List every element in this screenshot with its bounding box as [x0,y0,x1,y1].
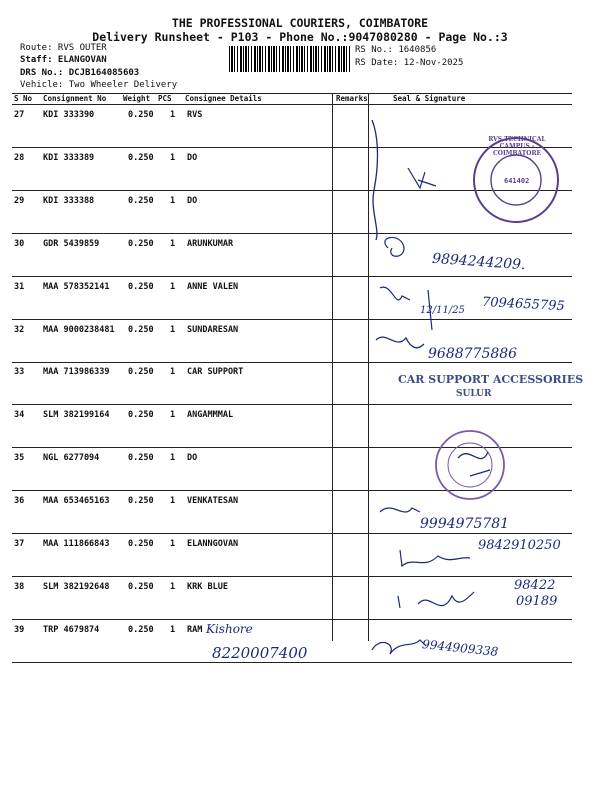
row-weight: 0.250 [128,496,154,506]
signature-row30 [385,237,404,256]
runsheet-subtitle: Delivery Runsheet - P103 - Phone No.:9047080280 - Page No.:3 [92,30,508,44]
col-remarks: Remarks [336,94,368,103]
handwritten-phone-row30: 9894244209. [431,250,526,274]
signature-row32 [376,337,424,348]
car-support-stamp-line2: SULUR [456,389,492,399]
row-sno: 36 [14,496,25,506]
row-weight: 0.250 [128,153,154,163]
rs-date: RS Date: 12-Nov-2025 [355,58,464,68]
round-seal-stamp-inner [448,443,492,487]
row-sno: 37 [14,539,25,549]
vehicle-label: Vehicle: Two Wheeler Delivery [20,80,178,90]
row-weight: 0.250 [128,625,154,635]
row-pcs: 1 [170,325,176,335]
row-consignment-no: GDR 5439859 [43,239,100,249]
row-sno: 34 [14,410,25,420]
row-weight: 0.250 [128,282,154,292]
col-consignment: Consignment No [43,94,107,103]
handwritten-phone-row36: 9994975781 [420,516,510,532]
row-consignee: CAR SUPPORT [187,367,244,377]
row-consignment-no: MAA 653465163 [43,496,110,506]
row-weight: 0.250 [128,196,154,206]
row-pcs: 1 [170,239,176,249]
row-consignment-no: KDI 333388 [43,196,95,206]
handwritten-phone-row39-signature: 9944909338 [421,637,499,659]
handwritten-phone-row39: 8220007400 [212,644,308,662]
row-consignee: DO [187,453,198,463]
row-consignee: SUNDARESAN [187,325,239,335]
row-sno: 28 [14,153,25,163]
row-weight: 0.250 [128,239,154,249]
handwritten-phone-row31: 7094655795 [481,294,566,315]
row-consignee: VENKATESAN [187,496,239,506]
signature-row37 [400,550,470,566]
row-sno: 33 [14,367,25,377]
row-pcs: 1 [170,453,176,463]
car-support-stamp-line1: CAR SUPPORT ACCESSORIES [398,373,584,386]
row-sno: 30 [14,239,25,249]
row-pcs: 1 [170,496,176,506]
row-pcs: 1 [170,582,176,592]
row-consignment-no: NGL 6277094 [43,453,100,463]
row-sno: 32 [14,325,25,335]
row-pcs: 1 [170,625,176,635]
rs-number: RS No.: 1640856 [355,45,437,55]
row-pcs: 1 [170,153,176,163]
row-weight: 0.250 [128,325,154,335]
signature-row28 [408,168,436,188]
row-consignee: ARUNKUMAR [187,239,234,249]
row-sno: 29 [14,196,25,206]
row-weight: 0.250 [128,582,154,592]
row-sno: 31 [14,282,25,292]
row-pcs: 1 [170,282,176,292]
rvs-campus-stamp-code: 641402 [504,177,530,185]
col-consignee: Consignee Details [185,94,262,103]
row-weight: 0.250 [128,367,154,377]
row-consignee: ANNE VALEN [187,282,239,292]
row-consignee: KRK BLUE [187,582,228,592]
rvs-campus-stamp-text: RVS TECHNICAL CAMPUS - COIMBATORE [488,136,546,157]
row-weight: 0.250 [128,539,154,549]
row-pcs: 1 [170,367,176,377]
row-pcs: 1 [170,410,176,420]
handwritten-phone-row37: 9842910250 [478,538,561,553]
signature-row36 [380,508,420,512]
staff-label: Staff: ELANGOVAN [20,55,107,65]
signature-row35 [458,452,490,476]
row-consignment-no: KDI 333390 [43,110,95,120]
row-consignee: DO [187,196,198,206]
handwritten-phone-row38-a: 98422 [514,578,556,593]
row-sno: 35 [14,453,25,463]
col-sno: S No [14,94,33,103]
handwritten-phone-row32: 9688775886 [428,346,518,362]
route-label: Route: RVS OUTER [20,43,107,53]
row-pcs: 1 [170,196,176,206]
col-weight: Weight [123,94,151,103]
row-consignment-no: MAA 713986339 [43,367,110,377]
row-consignee: RAM [187,625,203,635]
row-consignee: ELANNGOVAN [187,539,239,549]
row-consignee: RVS [187,110,203,120]
row-sno: 27 [14,110,25,120]
round-seal-stamp-outer [436,431,504,499]
signature-row38 [398,592,474,608]
row-consignment-no: SLM 382192648 [43,582,110,592]
row-consignment-no: TRP 4679874 [43,625,100,635]
row-sno: 39 [14,625,25,635]
row-consignee: DO [187,153,198,163]
col-pcs: PCS [158,94,172,103]
row-consignment-no: SLM 382199164 [43,410,110,420]
row-pcs: 1 [170,110,176,120]
row-consignment-no: MAA 9000238481 [43,325,115,335]
brace-mark [372,120,378,240]
handwritten-date-row31: 12/11/25 [420,305,465,316]
row-weight: 0.250 [128,410,154,420]
handwritten-phone-row38-b: 09189 [516,594,558,609]
company-title: THE PROFESSIONAL COURIERS, COIMBATORE [171,16,429,30]
signature-row39 [372,640,426,654]
row-weight: 0.250 [128,453,154,463]
row-sno: 38 [14,582,25,592]
row-weight: 0.250 [128,110,154,120]
row-consignment-no: MAA 111866843 [43,539,110,549]
drs-label: DRS No.: DCJB164085603 [20,68,140,78]
col-seal-signature: Seal & Signature [393,94,466,103]
handwritten-name-row39: Kishore [206,622,253,636]
row-consignee: ANGAMMMAL [187,410,234,420]
row-consignment-no: MAA 578352141 [43,282,110,292]
row-pcs: 1 [170,539,176,549]
row-consignment-no: KDI 333389 [43,153,95,163]
